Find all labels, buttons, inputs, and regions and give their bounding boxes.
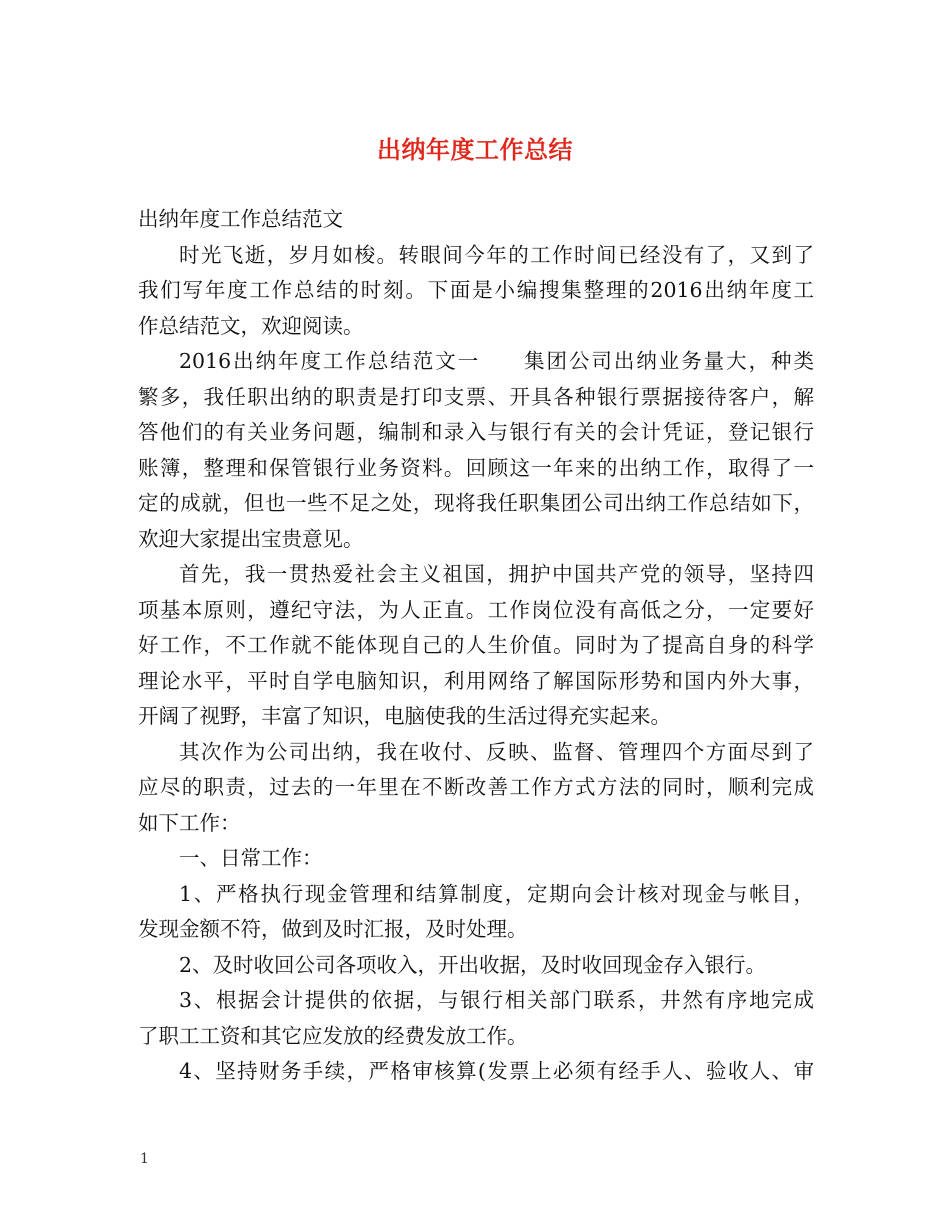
document-subtitle: 出纳年度工作总结范文 xyxy=(138,207,343,231)
paragraph-line: 我们写年度工作总结的时刻。下面是小编搜集整理的2016出纳年度工 xyxy=(138,278,814,302)
paragraph-line: 理论水平，平时自学电脑知识，利用网络了解国际形势和国内外大事， xyxy=(138,668,814,693)
list-item-continuation: 了职工工资和其它应发放的经费发放工作。 xyxy=(138,1023,528,1048)
paragraph-line: 欢迎大家提出宝贵意见。 xyxy=(138,526,364,551)
paragraph-line: 账簿，整理和保管银行业务资料。回顾这一年来的出纳工作，取得了一 xyxy=(138,455,814,480)
paragraph-line: 作总结范文，欢迎阅读。 xyxy=(138,313,364,338)
paragraph-line: 时光飞逝，岁月如梭。转眼间今年的工作时间已经没有了，又到了 xyxy=(179,242,814,267)
paragraph-line: 首先，我一贯热爱社会主义祖国，拥护中国共产党的领导，坚持四 xyxy=(179,562,814,586)
document-title: 出纳年度工作总结 xyxy=(377,135,573,164)
paragraph-line: 好工作，不工作就不能体现自己的人生价值。同时为了提高自身的科学 xyxy=(138,633,814,657)
list-item: 1、严格执行现金管理和结算制度，定期向会计核对现金与帐目， xyxy=(179,881,814,906)
paragraph-line: 如下工作： xyxy=(138,810,241,835)
list-item: 4、坚持财务手续，严格审核算(发票上必须有经手人、验收人、审 xyxy=(179,1059,814,1083)
section-heading: 一、日常工作： xyxy=(179,846,323,870)
paragraph-line: 应尽的职责，过去的一年里在不断改善工作方式方法的同时，顺利完成 xyxy=(138,775,814,799)
page-number: 1 xyxy=(140,1151,149,1167)
section-heading: 2016出纳年度工作总结范文一 xyxy=(179,349,481,373)
list-item: 2、及时收回公司各项收入，开出收据，及时收回现金存入银行。 xyxy=(179,952,767,977)
paragraph-line: 开阔了视野，丰富了知识，电脑使我的生活过得充实起来。 xyxy=(138,704,671,728)
document-body xyxy=(138,202,814,1090)
paragraph-line: 答他们的有关业务问题，编制和录入与银行有关的会计凭证，登记银行 xyxy=(138,420,814,444)
paragraph-line: 其次作为公司出纳，我在收付、反映、监督、管理四个方面尽到了 xyxy=(179,739,814,764)
paragraph-line: 定的成就，但也一些不足之处，现将我任职集团公司出纳工作总结如下， xyxy=(138,491,814,515)
list-item: 3、根据会计提供的依据，与银行相关部门联系，井然有序地完成 xyxy=(179,988,814,1012)
paragraph-line: 项基本原则，遵纪守法，为人正直。工作岗位没有高低之分，一定要好 xyxy=(138,597,814,622)
paragraph-line: 繁多，我任职出纳的职责是打印支票、开具各种银行票据接待客户，解 xyxy=(138,384,814,409)
list-item-continuation: 发现金额不符，做到及时汇报，及时处理。 xyxy=(138,917,528,941)
paragraph-text: 集团公司出纳业务量大，种类 xyxy=(522,349,814,373)
paragraph-line xyxy=(138,344,814,380)
